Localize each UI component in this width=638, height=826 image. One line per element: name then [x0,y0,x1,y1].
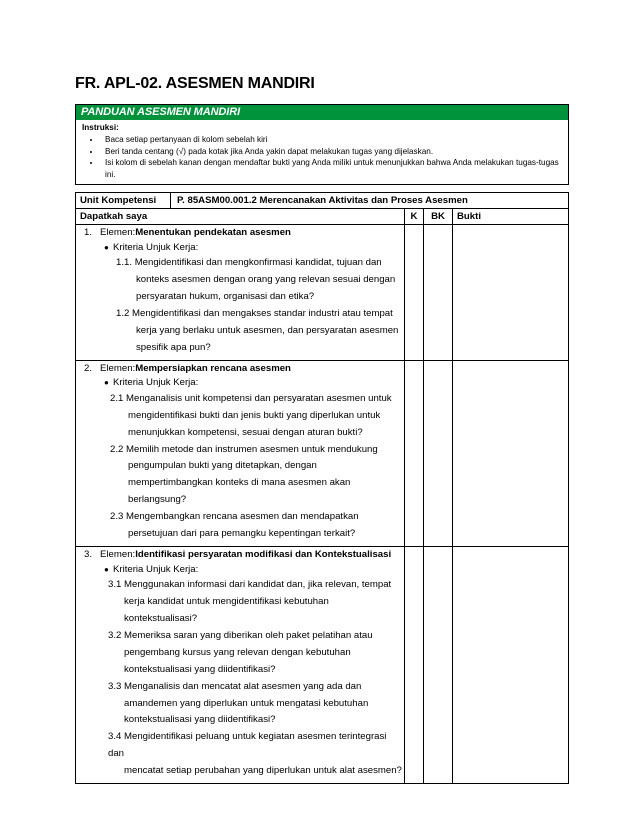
bullet-icon: ● [104,378,109,388]
kuk-text: persetujuan dari para pemangku kepentingan terkait? [128,528,356,540]
element-number: 3. [84,548,93,560]
bukti-cell[interactable] [453,360,569,546]
bullet-icon: ● [104,242,109,252]
kuk-text: konteks asesmen dengan orang yang relevan sesuai dengan [136,274,396,286]
kuk-line [76,458,404,475]
element-number: 2. [84,362,93,374]
element-number: 1. [84,227,93,238]
element-prefix: Elemen: [100,548,136,560]
instruksi-list [82,134,564,181]
kuk-line [76,577,404,594]
instruksi-item: • Baca setiap pertanyaan di kolom sebelah kiri [101,134,564,146]
element-prefix: Elemen: [100,362,136,374]
kuk-text: Menggunakan informasi dari kandidat dan, jika relevan, tempat [124,579,392,591]
element-title-line [76,548,404,563]
page-title: FR. APL-02. ASESMEN MANDIRI [75,75,315,92]
kuk-number: 3.2 [108,629,122,641]
kuk-line [76,408,404,425]
kuk-text: menunjukkan kompetensi, sesuai dengan aturan bukti? [128,426,363,438]
kuk-line [76,323,404,340]
kuk-line [76,442,404,459]
k-checkbox-cell[interactable] [405,225,424,361]
kuk-item [76,729,404,780]
kuk-text: kontekstualisasi yang diidentifikasi? [124,663,276,675]
header-k: K [405,209,424,225]
kuk-text: mempertimbangkan konteks di mana asesmen akan [128,477,351,489]
kuk-text: Mengidentifikasi dan mengkonfirmasi kandidat, tujuan dan [134,257,382,269]
panduan-box [75,104,569,185]
kuk-line [76,645,404,662]
unit-row [76,193,569,209]
kuk-line [76,492,404,509]
instruksi-label: Instruksi: [82,123,119,132]
kuk-item [76,442,404,510]
kriteria-line [76,241,404,256]
header-bukti: Bukti [453,209,569,225]
kuk-text: kontekstualisasi yang diidentifikasi? [124,714,276,726]
kriteria-line [76,376,404,391]
element-title: Mempersiapkan rencana asesmen [135,362,291,374]
kuk-item [76,577,404,628]
bk-checkbox-cell[interactable] [424,546,453,783]
kuk-number: 3.3 [108,680,122,692]
kuk-number: 1.1. [116,257,133,269]
kuk-line [76,306,404,323]
kuk-line [76,509,404,526]
kuk-line [76,425,404,442]
bk-checkbox-cell[interactable] [424,225,453,361]
kuk-line [76,289,404,306]
kuk-number: 2.1 [110,392,124,404]
element-cell [76,546,405,783]
kuk-text: berlangsung? [128,494,187,506]
kuk-text: Mengidentifikasi peluang untuk kegiatan asesmen terintegrasi dan [108,731,387,760]
kuk-line [76,255,404,272]
k-checkbox-cell[interactable] [405,546,424,783]
bk-checkbox-cell[interactable] [424,360,453,546]
kuk-text: Menganalisis dan mencatat alat asesmen yang ada dan [124,680,362,692]
kuk-line [76,628,404,645]
kuk-item [76,306,404,357]
kuk-number: 2.3 [110,511,124,523]
assessment-table [75,192,569,784]
kuk-line [76,594,404,628]
element-title-line [76,226,404,241]
kuk-number: 3.1 [108,579,122,591]
instruksi-item: • Isi kolom di sebelah kanan dengan mendaftar bukti yang Anda miliki untuk menunjukkan bahwa Anda melakukan tugas-tugas ini. [101,157,564,181]
kuk-item [76,391,404,442]
bukti-cell[interactable] [453,546,569,783]
kuk-line [76,729,404,763]
kuk-text: amandemen yang diperlukan untuk mengatasi kebutuhan [124,697,369,709]
kuk-line [76,475,404,492]
kuk-line [76,272,404,289]
bullet-icon: ● [104,564,109,574]
panduan-heading: PANDUAN ASESMEN MANDIRI [76,105,568,120]
kriteria-label: Kriteria Unjuk Kerja: [113,563,199,575]
element-cell [76,360,405,546]
kuk-text: Memilih metode dan instrumen asesmen untuk mendukung [126,443,378,455]
kuk-text: mencatat setiap perubahan yang diperlukan untuk alat asesmen? [124,765,402,777]
instruksi-item: • Beri tanda centang (√) pada kotak jika Anda yakin dapat melakukan tugas yang dijelaskan. [101,146,564,158]
element-title: Menentukan pendekatan asesmen [135,227,291,238]
kuk-text: Mengidentifikasi dan mengakses standar industri atau tempat [132,307,393,319]
kriteria-line [76,563,404,578]
kuk-line [76,526,404,543]
kuk-line [76,679,404,696]
element-row-2 [76,360,569,546]
kriteria-label: Kriteria Unjuk Kerja: [113,377,199,389]
unit-label: Unit Kompetensi [76,193,171,209]
panduan-body [76,120,568,184]
kuk-line [76,763,404,780]
kuk-text: kerja yang berlaku untuk asesmen, dan persyaratan asesmen [136,324,399,336]
kuk-item [76,509,404,543]
kuk-text: kerja kandidat untuk mengidentifikasi kebutuhan kontekstualisasi? [124,596,329,624]
kuk-line [76,391,404,408]
kuk-text: pengembang kursus yang relevan dengan kebutuhan [124,646,351,658]
kuk-item [76,628,404,679]
unit-value: P. 85ASM00.001.2 Merencanakan Aktivitas dan Proses Asesmen [171,193,569,209]
kuk-text: persyaratan hukum, organisasi dan etika? [136,291,315,302]
header-dapatkah: Dapatkah saya [76,209,405,225]
kuk-number: 2.2 [110,443,124,455]
header-row [76,209,569,225]
kuk-text: spesifik apa pun? [136,341,211,353]
kuk-line [76,340,404,357]
element-prefix: Elemen: [100,227,136,238]
k-checkbox-cell[interactable] [405,360,424,546]
kuk-line [76,712,404,729]
kuk-item [76,679,404,730]
element-title: Identifikasi persyaratan modifikasi dan Kontekstualisasi [135,548,392,560]
kriteria-label: Kriteria Unjuk Kerja: [113,241,199,253]
kuk-item [76,255,404,306]
element-row-3 [76,546,569,783]
bukti-cell[interactable] [453,225,569,361]
element-cell [76,225,405,361]
kuk-text: pengumpulan bukti yang ditetapkan, dengan [128,460,317,472]
element-title-line [76,362,404,377]
kuk-text: Menganalisis unit kompetensi dan persyaratan asesmen untuk [126,392,392,404]
kuk-line [76,696,404,713]
kuk-text: Mengembangkan rencana asesmen dan mendapatkan [126,511,359,523]
element-row-1 [76,225,569,361]
kuk-text: Memeriksa saran yang diberikan oleh paket pelatihan atau [124,629,373,641]
kuk-text: mengidentifikasi bukti dan jenis bukti yang diperlukan untuk [128,409,381,421]
kuk-number: 1.2 [116,307,130,319]
kuk-line [76,662,404,679]
kuk-number: 3.4 [108,731,122,743]
header-bk: BK [424,209,453,225]
